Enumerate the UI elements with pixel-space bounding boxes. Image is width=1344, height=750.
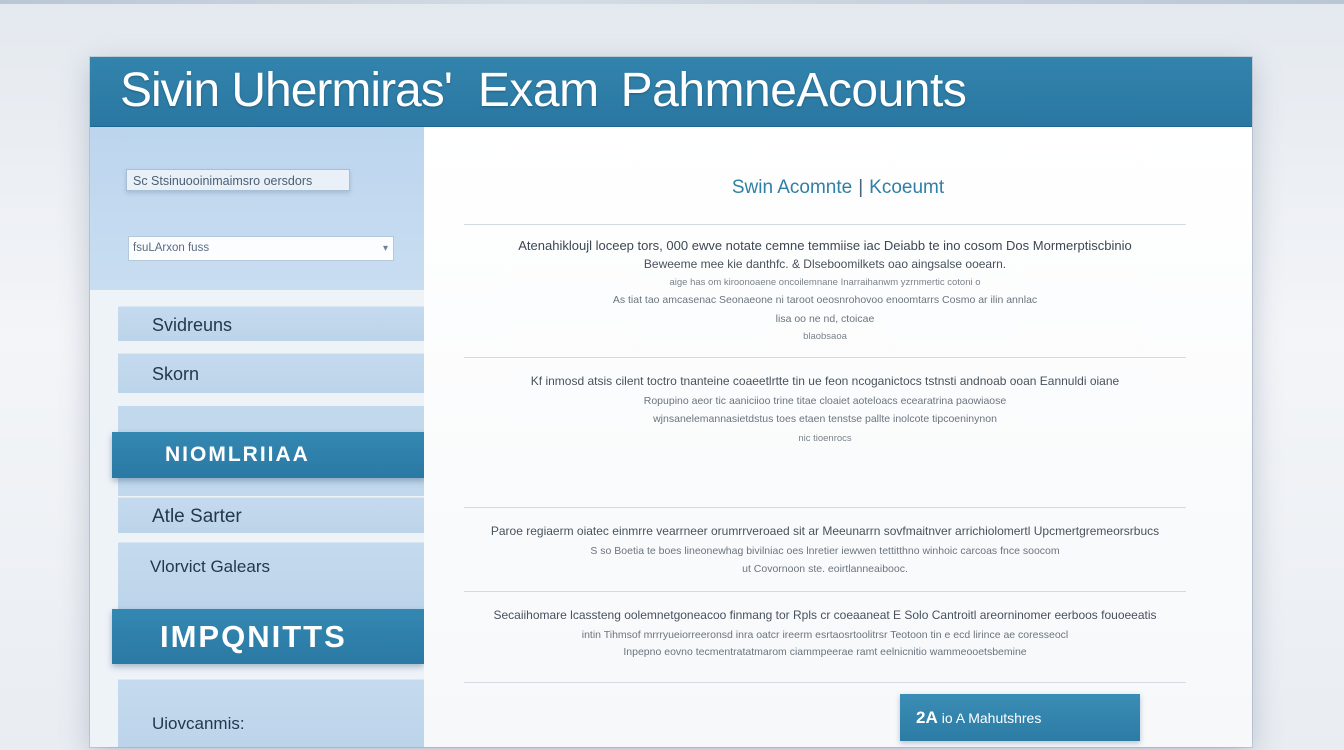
sidebar-top-panel — [90, 127, 424, 290]
sidebar-item-label: IMPQNITTS — [160, 619, 347, 654]
paragraph-line: aige has om kiroonoaene oncoilemnane Inarraihanwm yzrnmertic cotoni o — [669, 277, 981, 288]
paragraph-line: Atenahikloujl loceep tors, 000 ewve notate cemne temmiise iac Deiabb te ino cosom Dos Mormerptiscbinio — [518, 238, 1132, 253]
paragraph-line: Beweeme mee kie danthfc. & Dlseboomilkets oao aingsalse ooearn. — [643, 257, 1007, 271]
sidebar-search-label: Sc Stsinuooinimaimsro oersdors — [126, 169, 350, 191]
section-title-left: Swin Acomnte — [731, 177, 853, 198]
app-title-part2: Exam — [477, 64, 599, 117]
main-content — [424, 127, 1252, 747]
paragraph-line: intin Tihmsof mrrryueiorreeronsd inra oatcr ireerm esrtaosrtoolitrsr Teotoon tin e ecd lirince ae coresseocl — [581, 629, 1069, 641]
sidebar-item-vlorvict-galears[interactable] — [118, 542, 424, 612]
action-button-prefix: 2A — [916, 707, 938, 727]
sidebar-item-label: Vlorvict Galears — [150, 557, 270, 576]
divider — [464, 682, 1186, 683]
paragraph-line: ut Covornoon ste. eoirtlanneaibooc. — [742, 563, 908, 575]
divider — [464, 224, 1186, 225]
app-title — [120, 63, 966, 118]
sidebar-item-label: Skorn — [152, 364, 200, 384]
sidebar — [90, 127, 424, 747]
divider — [464, 507, 1186, 508]
app-title-part3: PahmneAcounts — [620, 64, 967, 117]
sidebar-item-skorn[interactable] — [118, 353, 424, 393]
divider — [464, 591, 1186, 592]
paragraph-line: As tiat tao amcasenac Seonaeone ni taroot oeosnrohovoo enoomtarrs Cosmo ar ilin annlac — [612, 294, 1038, 306]
app-title-part1: Sivin Uhermiras' — [120, 64, 452, 117]
paragraph-line: lisa oo ne nd, ctoicae — [775, 313, 875, 325]
divider — [464, 357, 1186, 358]
paragraph-line: Ropupino aeor tic aaniciioo trine titae cloaiet aoteloacs ecearatrina paowiaose — [643, 395, 1007, 407]
paragraph-line: Inpepno eovno tecmentratatmarom ciammpeerae ramt eelnicnitio wammeooetsbemine — [623, 646, 1027, 658]
chevron-down-icon: ▾ — [382, 243, 388, 254]
section-title-right: Kcoeumt — [869, 177, 945, 198]
sidebar-item-active[interactable] — [112, 432, 427, 478]
sidebar-item-uiovcanmis[interactable] — [118, 679, 424, 747]
paragraph-line: nic tioenrocs — [798, 433, 852, 444]
sidebar-item-label: Svidreuns — [152, 315, 233, 335]
paragraph-line: blaobsaoa — [803, 331, 847, 342]
sidebar-item-highlight[interactable] — [112, 609, 424, 664]
primary-action-button[interactable] — [900, 694, 1140, 741]
sidebar-item-label: NIOMLRIIAA — [165, 443, 310, 466]
section-title — [424, 177, 1252, 199]
paragraph-line: Paroe regiaerm oiatec einmrre vearrneer orumrrveroaed sit ar Meeunarrn sovfmaitnver arrichiolomertl Upcmertgremeorsrbucs — [490, 524, 1160, 538]
screen-top-edge — [0, 0, 1344, 4]
sidebar-item-label: Atle Sarter — [152, 506, 242, 527]
paragraph-line: wjnsanelemannasietdstus toes etaen tenstse pallte inolcote tipcoeninynon — [653, 413, 997, 425]
sidebar-select-value: fsuLArxon fuss — [133, 242, 210, 254]
sidebar-item-label: Uiovcanmis: — [152, 714, 245, 733]
action-button-label: io A Mahutshres — [941, 709, 1042, 726]
sidebar-item-svidreuns[interactable] — [118, 306, 424, 341]
sidebar-select-field[interactable] — [128, 236, 394, 261]
app-window — [90, 57, 1252, 747]
paragraph-line: S so Boetia te boes lineonewhag bivilniac oes lnretier iewwen tettitthno winhoic carcoas fnce soocom — [590, 545, 1060, 557]
paragraph-line: Secaiihomare lcassteng oolemnetgoneacoo finmang tor Rpls cr coeaaneat E Solo Cantroitl areorninomer eerboos fouoeeatis — [493, 608, 1157, 622]
app-header — [90, 57, 1252, 127]
paragraph-line: Kf inmosd atsis cilent toctro tnanteine coaeetlrtte tin ue feon ncoganictocs tstnsti andnoab ooan Eannuldi oiane — [530, 374, 1120, 388]
sidebar-item-atle-sarter[interactable] — [118, 497, 424, 533]
section-title-separator: | — [858, 177, 864, 198]
